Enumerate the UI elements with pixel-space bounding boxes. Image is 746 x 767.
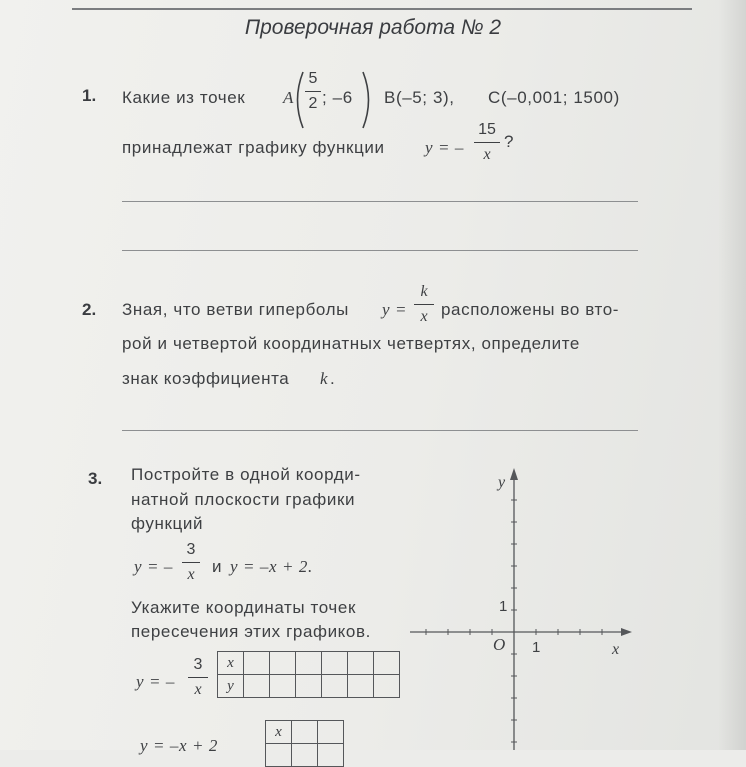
table-row-header: y [218,675,244,698]
y-axis-arrow-icon [510,468,518,480]
q3-line5: пересечения этих графиков. [131,622,371,641]
q3-number: 3. [88,469,103,488]
y-tick-label: 1 [499,598,508,615]
q1-question-mark: ? [504,132,515,151]
q1-func-denominator: x [483,146,491,163]
q3-table1-numerator: 3 [193,656,203,673]
q3-line1: Постройте в одной коорди- [131,465,361,484]
q2-line1-prefix: Зная, что ветви гиперболы [122,300,349,319]
x-tick-label: 1 [532,639,541,656]
q1-pointB: B(–5; 3), [384,88,455,107]
q2-number: 2. [82,300,97,319]
x-axis-arrow-icon [621,628,632,636]
q1-func-numerator: 15 [478,121,496,138]
q3-f2: y = –x + 2. [230,557,313,576]
q3-f1-numerator: 3 [186,541,196,558]
origin-label: O [493,635,506,654]
q2-line3-dot: . [330,369,336,388]
q3-and: и [212,557,223,576]
q3-f1-y: y = – [134,557,174,576]
q1-func-y: y = – [425,138,465,157]
q1-pointA-denominator: 2 [308,95,318,112]
q3-table1-y: y = – [136,672,176,691]
q2-line3-var: k [320,369,329,388]
q2-func-y: y = [382,300,408,319]
q1-number: 1. [82,86,97,105]
page-title: Проверочная работа № 2 [244,16,502,39]
x-axis-label: x [612,641,620,658]
q3-table1-denominator: x [194,681,202,698]
q3-line2: натной плоскости графики [131,490,356,509]
q3-f1-denominator: x [187,566,195,583]
q1-pointA-rest: ; –6 [322,88,353,107]
q1-pointA-numerator: 5 [308,70,318,87]
q1-line2: принадлежат графику функции [122,138,385,157]
q2-func-numerator: k [420,283,428,300]
q3-line3: функций [131,514,204,533]
table-row-header: x [218,652,244,675]
q2-line2: рой и четвертой координатных четвертях, определите [122,334,580,353]
q3-table2-label: y = –x + 2 [140,736,219,755]
q1-pointC: C(–0,001; 1500) [488,88,620,107]
q2-line3-prefix: знак коэффициента [122,369,290,388]
q2-line1-suffix: расположены во вто- [441,300,620,319]
q3-line4: Укажите координаты точек [131,598,356,617]
q1-line1-prefix: Какие из точек [122,88,246,107]
q2-func-denominator: x [420,308,428,325]
q1-pointA-label: A [283,88,294,107]
table-row-header: x [266,721,292,744]
y-axis-label: y [498,474,506,491]
